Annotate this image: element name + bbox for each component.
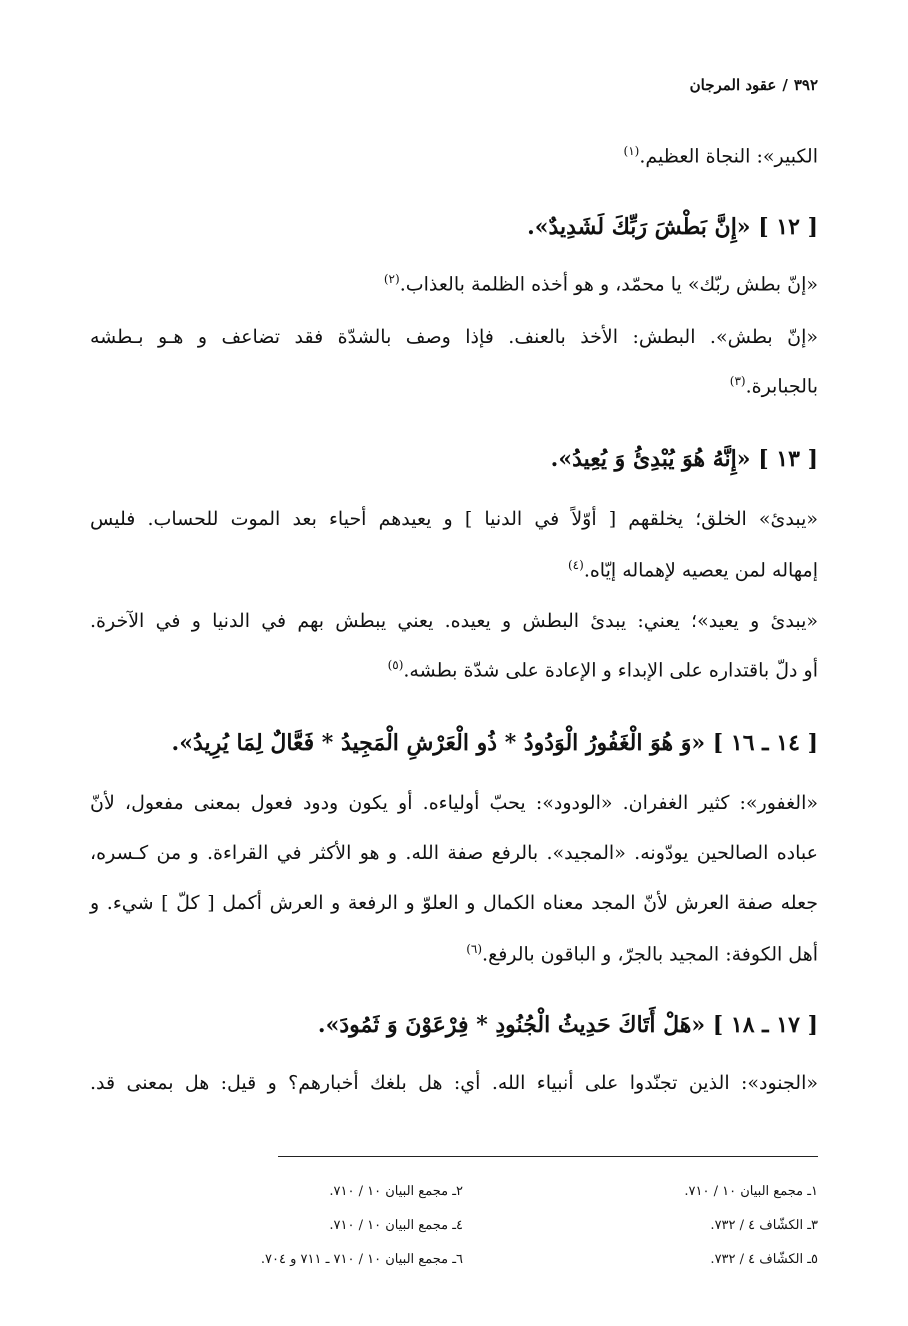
book-page xyxy=(90,76,818,1306)
book-title: عقود المرجان xyxy=(689,76,777,94)
text-line: عباده الصالحين يودّونه. «المجيد». بالرفع صفة الله. و هو الأكثر في القراءة. و من كـسره، xyxy=(90,842,818,864)
text-line: أهل الكوفة: المجيد بالجرّ، و الباقون بالرفع.$^{(٦)}$ xyxy=(466,942,818,966)
text-line: الكبير»: النجاة العظيم.$^{(١)}$ xyxy=(623,144,818,168)
footnote-divider xyxy=(278,1156,818,1157)
footnote-ref: (٥) xyxy=(387,658,404,672)
verse-17-18: [ ١٧ ـ ١٨ ] «هَلْ أَتَاكَ حَدِيثُ الْجُنُودِ * فِرْعَوْنَ وَ ثَمُودَ». xyxy=(317,1012,818,1038)
footnote-ref: (٤) xyxy=(567,558,584,572)
verse-14-16: [ ١٤ ـ ١٦ ] «وَ هُوَ الْغَفُورُ الْوَدُودُ * ذُو الْعَرْشِ الْمَجِيدُ * فَعَّالٌ لِمَا يُرِيدُ». xyxy=(171,730,818,756)
text-line: «يبدئ» الخلق؛ يخلقهم [ أوّلاً في الدنيا ] و يعيدهم أحياء بعد الموت للحساب. فليس xyxy=(90,508,818,530)
footnote-4: ٤ـ مجمع البيان ١٠ / ٧١٠. xyxy=(329,1218,463,1233)
text-line: «إنّ بطش ربّك» يا محمّد، و هو أخذه الظلمة بالعذاب.$^{(٢)}$ xyxy=(383,272,818,296)
footnote-ref: (١) xyxy=(623,144,640,158)
verse-12: [ ١٢ ] «إِنَّ بَطْشَ رَبِّكَ لَشَدِيدٌ». xyxy=(527,214,818,240)
text-line: إمهاله لمن يعصيه لإهماله إيّاه.$^{(٤)}$ xyxy=(567,558,818,582)
footnote-5: ٥ـ الكشّاف ٤ / ٧٣٢. xyxy=(710,1252,818,1267)
text-line: جعله صفة العرش لأنّ المجد معناه الكمال و العلوّ و الرفعة و العرش أكمل [ كلّ ] شيء. و xyxy=(90,892,818,914)
verse-13: [ ١٣ ] «إِنَّهُ هُوَ يُبْدِئُ وَ يُعِيدُ». xyxy=(550,446,818,472)
header-separator: / xyxy=(782,76,788,94)
text-line: «يبدئ و يعيد»؛ يعني: يبدئ البطش و يعيده. يعني يبطش بهم في الدنيا و في الآخرة. xyxy=(90,610,818,632)
footnote-ref: (٦) xyxy=(466,942,483,956)
footnote-1: ١ـ مجمع البيان ١٠ / ٧١٠. xyxy=(684,1184,818,1199)
footnote-6: ٦ـ مجمع البيان ١٠ / ٧١٠ ـ ٧١١ و ٧٠٤. xyxy=(260,1252,463,1267)
footnote-2: ٢ـ مجمع البيان ١٠ / ٧١٠. xyxy=(329,1184,463,1199)
text-line: أو دلّ باقتداره على الإبداء و الإعادة على شدّة بطشه.$^{(٥)}$ xyxy=(387,658,818,682)
footnote-ref: (٣) xyxy=(729,374,746,388)
text-line: «الجنود»: الذين تجنّدوا على أنبياء الله. أي: هل بلغك أخبارهم؟ و قيل: هل بمعنى قد. xyxy=(90,1072,818,1094)
page-header xyxy=(690,76,818,94)
text-line: «إنّ بطش». البطش: الأخذ بالعنف. فإذا وصف بالشدّة فقد تضاعف و هـو بـطشه xyxy=(90,326,818,348)
page-number: ٣٩٢ xyxy=(793,76,818,94)
text-line: بالجبابرة.$^{(٣)}$ xyxy=(729,374,818,398)
footnote-ref: (٢) xyxy=(383,272,400,286)
text-line: «الغفور»: كثير الغفران. «الودود»: يحبّ أولياءه. أو يكون ودود فعول بمعنى مفعول، لأنّ xyxy=(90,792,818,814)
footnote-3: ٣ـ الكشّاف ٤ / ٧٣٢. xyxy=(710,1218,818,1233)
